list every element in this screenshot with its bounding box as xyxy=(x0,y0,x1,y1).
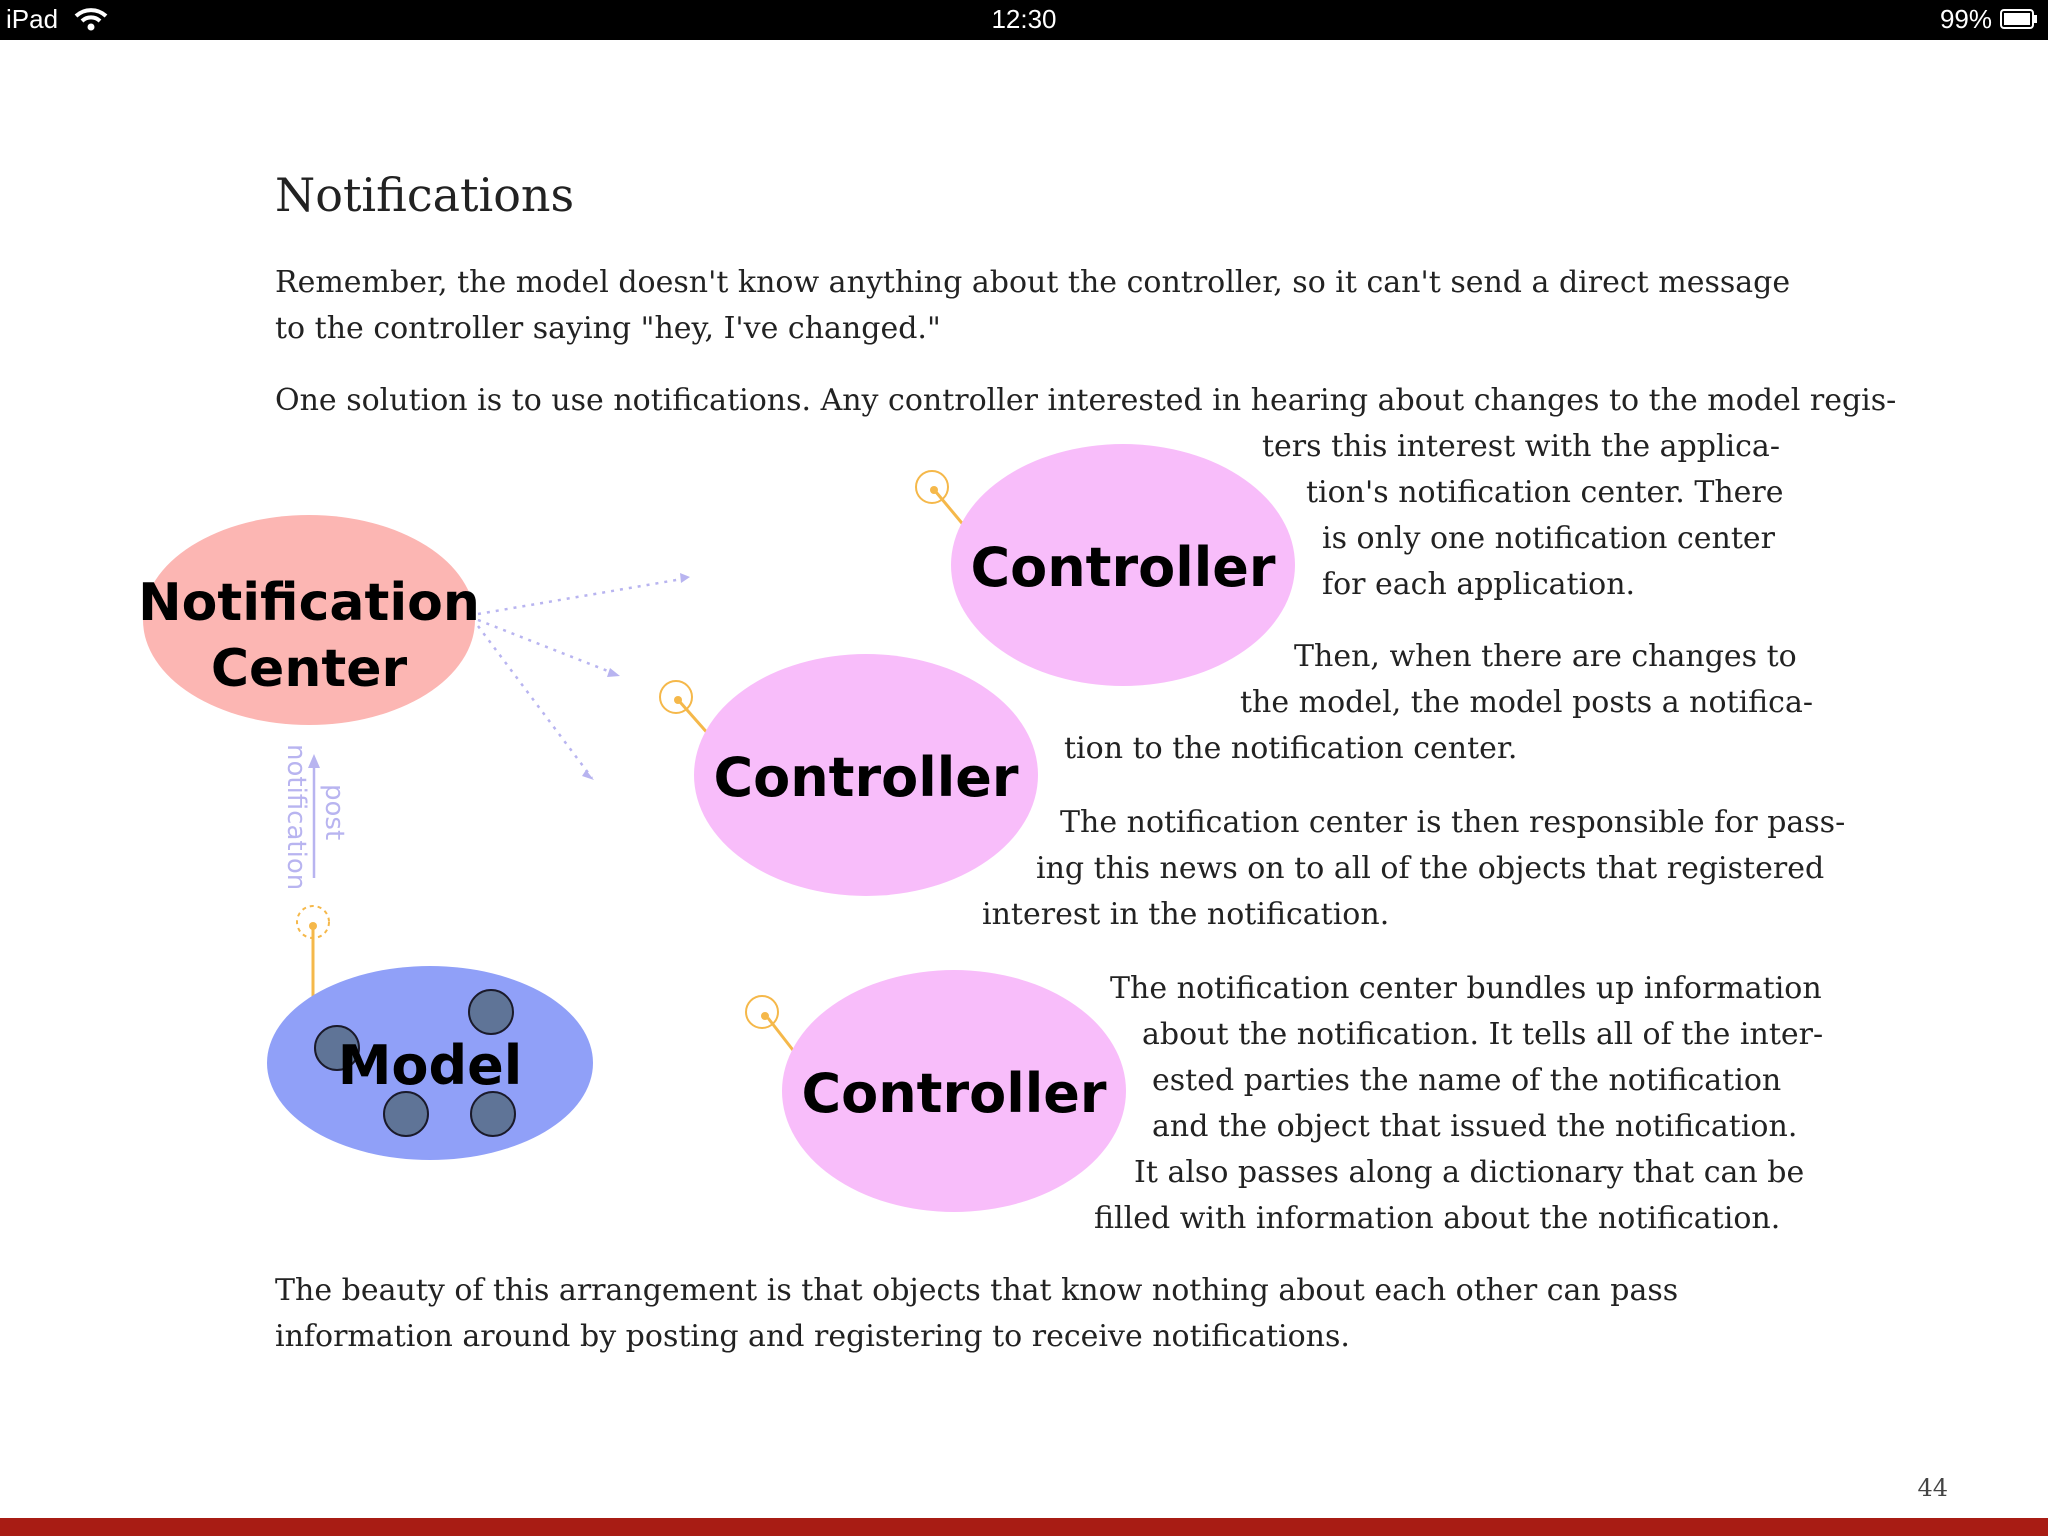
arrow-label-post: post xyxy=(319,784,349,841)
wrapped-line: ters this interest with the applica- xyxy=(1262,429,1780,464)
model-node xyxy=(267,906,593,1160)
wrapped-line: filled with information about the notification. xyxy=(1094,1201,1781,1236)
controller-label-middle: Controller xyxy=(713,746,1019,809)
wrapped-line: for each application. xyxy=(1322,567,1636,602)
wrapped-line: tion's notification center. There xyxy=(1306,475,1784,510)
paragraph-closing: The beauty of this arrangement is that objects that know nothing about each other can pass information around by posting and registering to receive notifications. xyxy=(275,1273,1679,1354)
carrier-label: iPad xyxy=(6,4,59,34)
model-label: Model xyxy=(337,1034,523,1097)
wrapped-line: Then, when there are changes to xyxy=(1294,639,1797,674)
notification-center-label-line2: Center xyxy=(210,639,408,699)
paragraph-intro: Remember, the model doesn't know anything about the controller, so it can't send a direct message to the controller saying "hey, I've changed." xyxy=(275,265,1791,346)
page-number: 44 xyxy=(1917,1474,1948,1502)
battery-percentage: 99% xyxy=(1939,4,1992,34)
notification-center-label-line1: Notification xyxy=(138,573,480,633)
controller-label-bottom: Controller xyxy=(801,1062,1107,1125)
broadcast-arrows xyxy=(478,578,688,778)
reading-progress-bar[interactable] xyxy=(0,1518,2048,1536)
wrapped-line: tion to the notification center. xyxy=(1064,731,1518,766)
wrapped-line: The notification center is then responsible for pass- xyxy=(1060,805,1846,840)
wrapped-line: ested parties the name of the notification xyxy=(1152,1063,1782,1098)
wrapped-line: the model, the model posts a notifica- xyxy=(1240,685,1814,720)
page-title: Notifications xyxy=(275,168,575,222)
controller-label-top: Controller xyxy=(970,536,1276,599)
wrapped-line: and the object that issued the notification. xyxy=(1152,1109,1798,1144)
wrapped-line: is only one notification center xyxy=(1322,521,1775,556)
wrapped-line: about the notification. It tells all of the inter- xyxy=(1142,1017,1824,1052)
arrow-label-notification: notification xyxy=(281,744,311,891)
paragraph-solution-start: One solution is to use notifications. Any controller interested in hearing about changes to the model regis- xyxy=(275,383,1897,418)
wrapped-line: It also passes along a dictionary that can be xyxy=(1134,1155,1805,1190)
clock: 12:30 xyxy=(991,4,1057,34)
wrapped-line: ing this news on to all of the objects that registered xyxy=(1036,851,1825,886)
wrapped-line: interest in the notification. xyxy=(982,897,1390,932)
wrapped-line: The notification center bundles up information xyxy=(1110,971,1822,1006)
